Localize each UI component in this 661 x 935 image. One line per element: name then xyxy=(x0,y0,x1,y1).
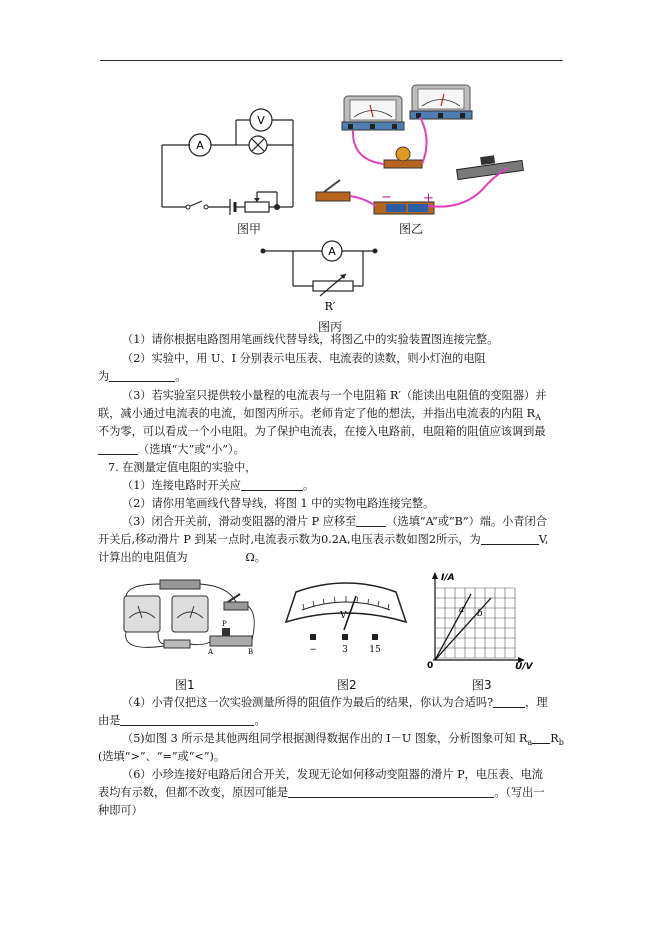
answer-blank[interactable] xyxy=(481,532,539,545)
meter-left xyxy=(342,96,404,130)
figure-3-iu-graph xyxy=(425,568,545,670)
q7-title: 7. 在测量定值电阻的实验中， xyxy=(108,461,257,474)
voltmeter-label: V xyxy=(257,114,265,127)
ammeter-label: A xyxy=(196,139,204,152)
svg-text:I/A: I/A xyxy=(441,573,455,583)
caption-bing: 图丙 xyxy=(318,320,343,334)
answer-blank[interactable] xyxy=(288,785,494,798)
svg-text:U/V: U/V xyxy=(515,662,533,670)
resistor-label: R′ xyxy=(324,300,336,313)
caption-fig2: 图2 xyxy=(337,678,357,692)
svg-text:V: V xyxy=(340,611,347,621)
apparatus-picture-yi xyxy=(312,80,537,220)
header-rule xyxy=(100,60,563,61)
svg-text:0: 0 xyxy=(427,661,434,670)
q6-part1: （1）请你根据电路图用笔画线代替导线，将图乙中的实验装置图连接完整。 xyxy=(122,333,499,346)
battery xyxy=(160,580,200,589)
q6-part3-line4: （选填“大”或“小”）。 xyxy=(98,441,568,459)
meter-right xyxy=(410,85,472,119)
answer-blank[interactable] xyxy=(356,514,386,527)
rheostat-device xyxy=(210,636,252,646)
caption-jia: 图甲 xyxy=(237,222,262,236)
q7-part4-line1: （4）小青仅把这一次实验测量所得的阻值作为最后的结果，你认为合适吗? ，理 xyxy=(122,696,548,709)
ammeter-label: A xyxy=(328,245,336,258)
q7-part2: （2）请你用笔画线代替导线，将图 1 中的实物电路连接完整。 xyxy=(122,497,435,510)
answer-blank[interactable] xyxy=(241,478,303,491)
svg-text:−: − xyxy=(381,190,392,205)
voltmeter-device xyxy=(124,596,160,632)
circuit-diagram-jia xyxy=(150,100,310,220)
switch-device xyxy=(224,602,248,610)
svg-text:b: b xyxy=(477,609,483,619)
answer-blank[interactable] xyxy=(109,369,175,382)
q7-part3-line3: 计算出的电阻值为 Ω。 xyxy=(98,551,266,564)
q7-part5-line1: （5)如图 3 所示是其他两组同学根据测得数据作出的 I－U 图象，分析图象可知 $R_a$ $R_b$ xyxy=(122,732,564,748)
ammeter-device xyxy=(172,596,208,632)
svg-text:15: 15 xyxy=(369,645,381,655)
q6-part3-line2: 联，减小通过电流表的电流，如图丙所示。老师肯定了他的想法，并指出电流表的内阻 $R_A$ xyxy=(98,407,541,423)
figure-1-apparatus xyxy=(118,574,258,658)
q7-part3-line2: 开关后,移动滑片 P 到某一点时,电流表示数为0.2A,电压表示数如图2所示，为 V, xyxy=(98,533,549,546)
figure-2-voltmeter xyxy=(282,582,410,662)
switch xyxy=(316,192,350,201)
svg-text:+: + xyxy=(423,191,434,206)
q7-part3-line1: （3）闭合开关前，滑动变阻器的滑片 P 应移至 （选填“A”或“B”）端。小青闭合 xyxy=(122,515,547,528)
q7-part6-line1: （6）小珍连接好电路后闭合开关，发现无论如何移动变阻器的滑片 P，电压表、电流 xyxy=(122,768,543,781)
resistor-device xyxy=(164,640,190,648)
svg-text:a: a xyxy=(459,605,465,615)
circuit-diagram-bing xyxy=(258,238,380,318)
q6-part2-line1: （2）实验中，用 U、I 分别表示电压表、电流表的读数，则小灯泡的电阻 xyxy=(122,352,486,365)
q6-part2-line2: 为 。 xyxy=(98,370,187,383)
svg-text:3: 3 xyxy=(342,645,348,655)
q7-part6-line2: 表均有示数，但都不改变，原因可能是 。（写出一 xyxy=(98,786,545,799)
q7-part5-line2: (选填“>”、“=”或“<”)。 xyxy=(98,750,226,763)
q7-part4-line2: 由是 。 xyxy=(98,714,266,727)
answer-blank[interactable] xyxy=(532,731,550,744)
svg-text:−: − xyxy=(309,645,317,655)
svg-text:A: A xyxy=(208,648,214,656)
caption-fig1: 图1 xyxy=(175,678,195,692)
answer-blank[interactable] xyxy=(120,713,254,726)
caption-fig3: 图3 xyxy=(472,678,492,692)
answer-blank[interactable] xyxy=(98,442,138,455)
svg-text:P: P xyxy=(222,620,227,628)
q6-part3-line3: 不为零，可以看成一个小电阻。为了保护电流表，在接入电路前，电阻箱的阻值应该调到最 xyxy=(98,425,546,438)
q7-part6-line3: 种即可） xyxy=(98,804,143,817)
q6-part3-line1: （3）若实验室只提供较小量程的电流表与一个电阻箱 R′（能读出电阻值的变阻器）并 xyxy=(122,389,547,402)
q7-part1: （1）连接电路时开关应 。 xyxy=(122,479,315,492)
caption-yi: 图乙 xyxy=(399,222,424,236)
svg-text:B: B xyxy=(248,648,254,656)
answer-blank[interactable] xyxy=(493,695,525,708)
